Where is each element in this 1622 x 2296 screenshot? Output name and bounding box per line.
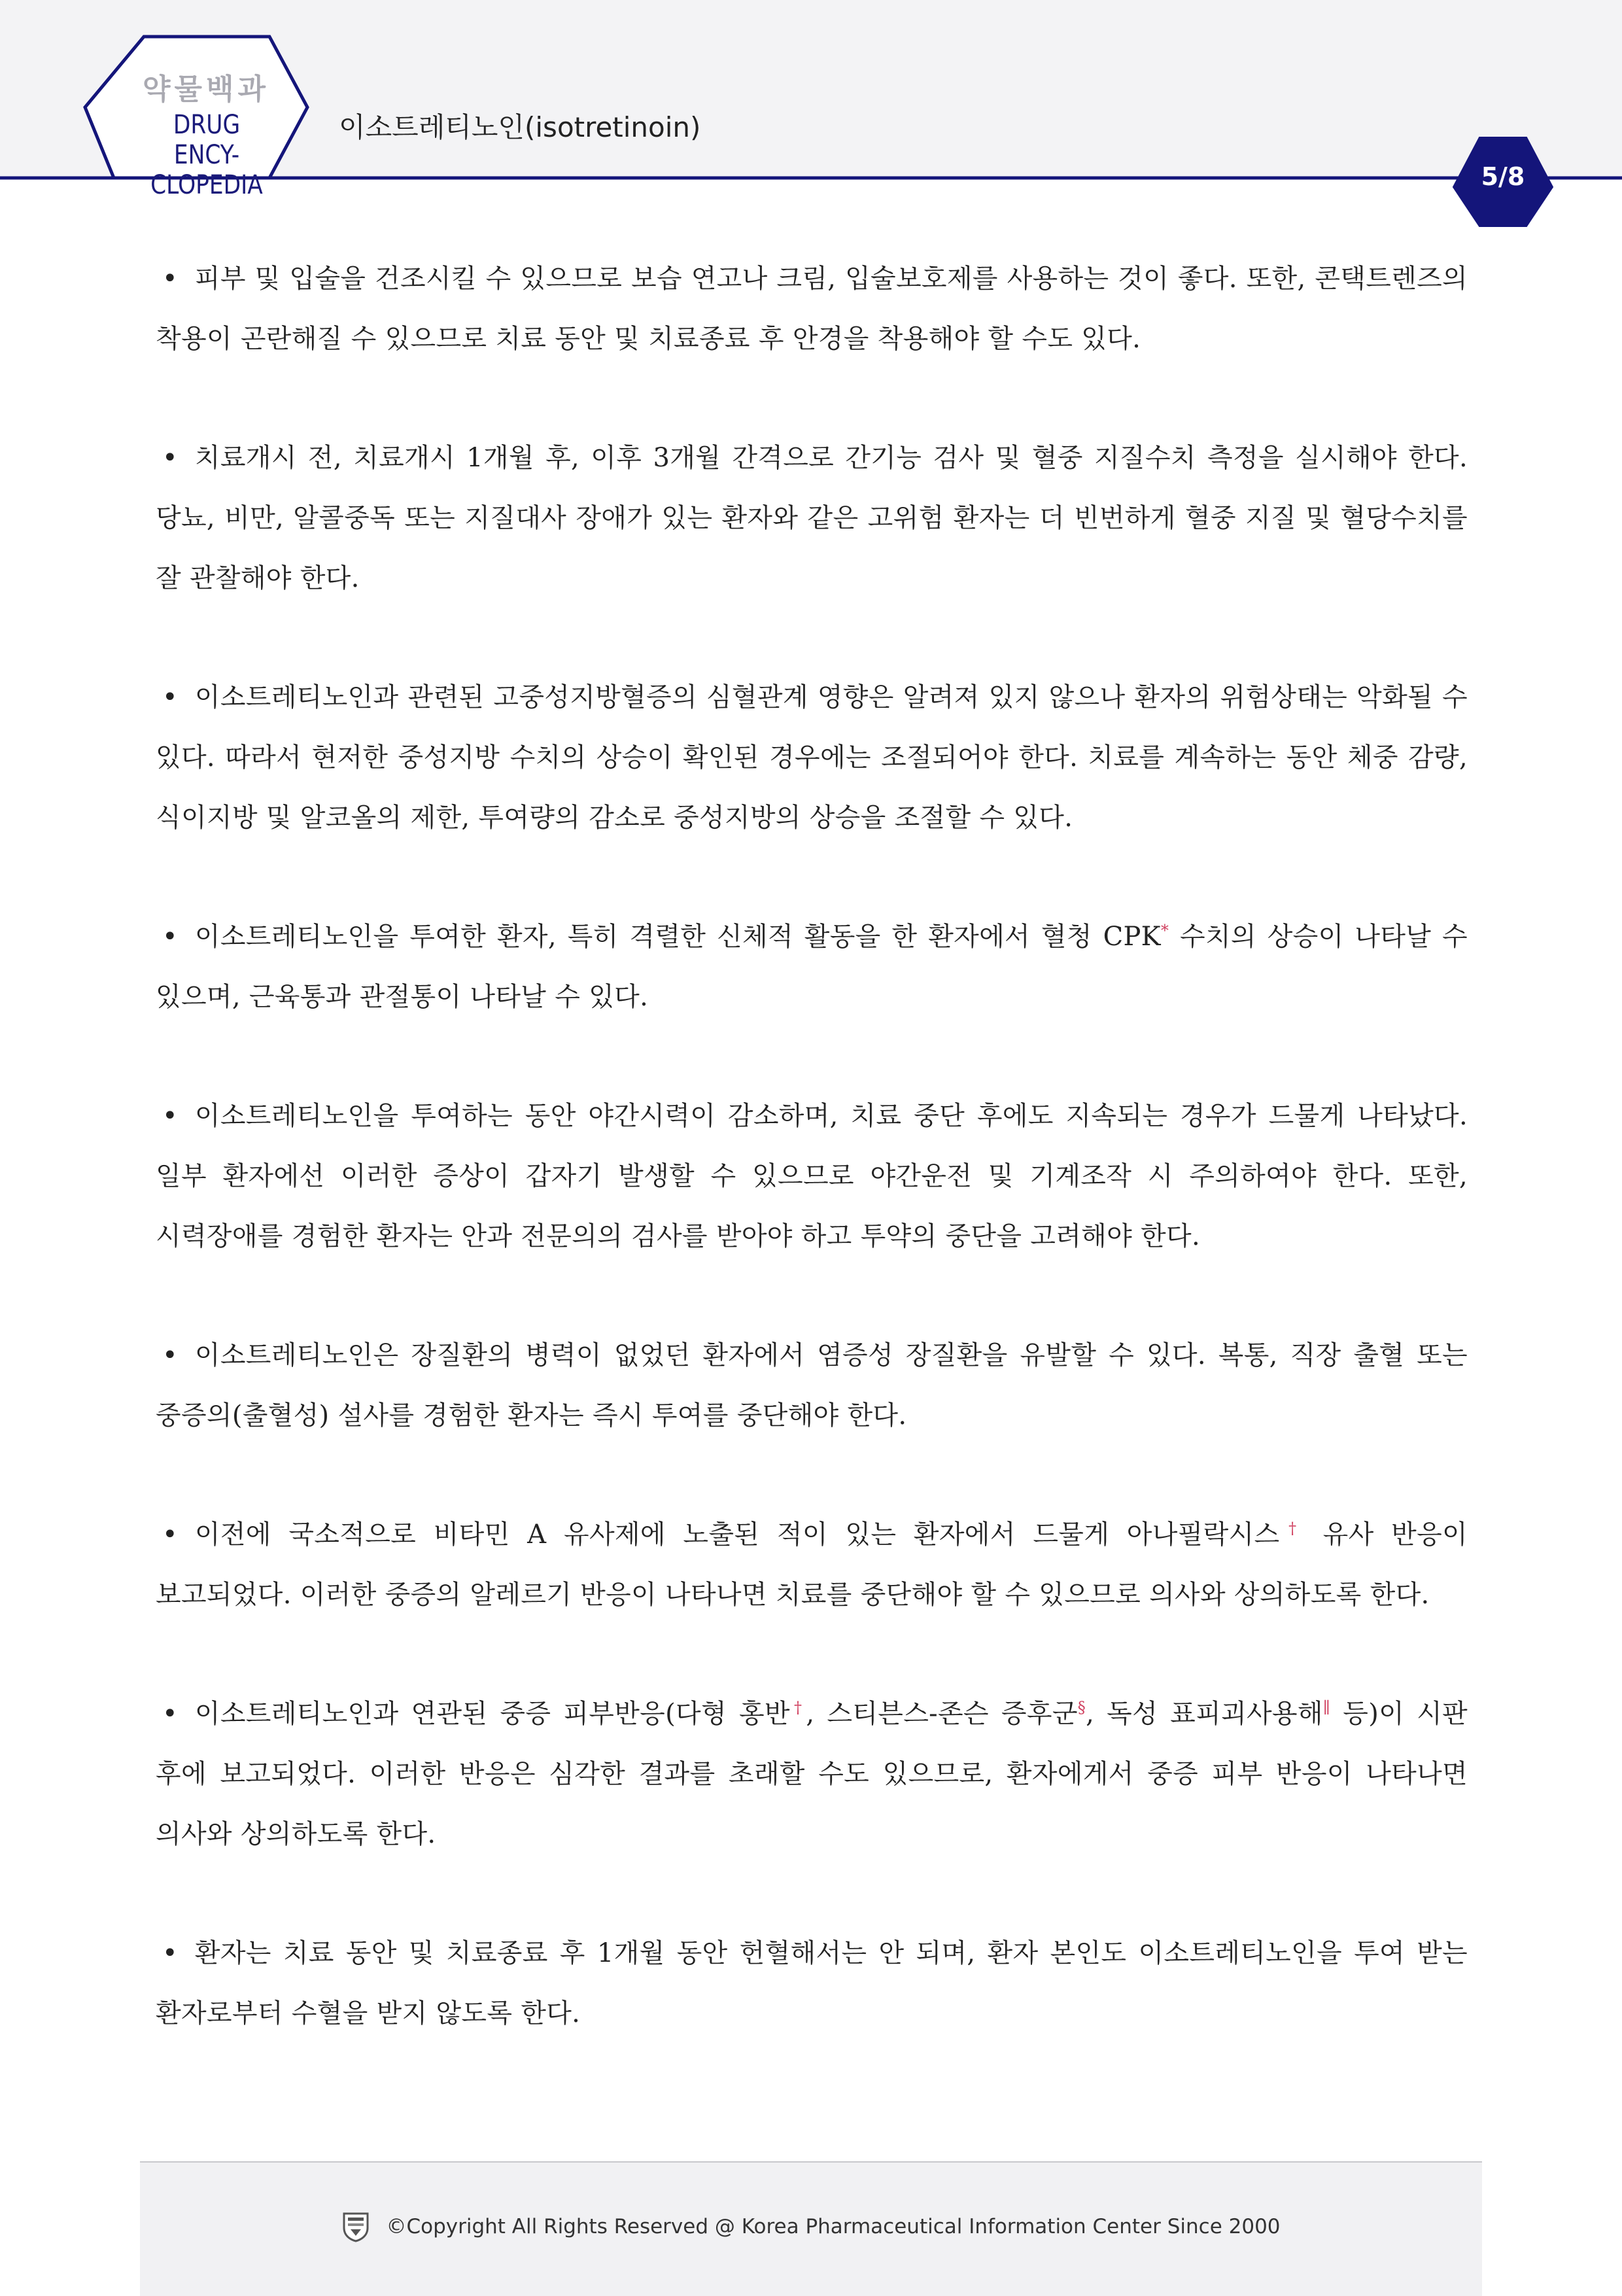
paragraph-text: , 스티븐스-존슨 증후군 bbox=[806, 1699, 1078, 1729]
footnote-mark: ∥ bbox=[1322, 1698, 1331, 1717]
paragraph bbox=[156, 907, 1468, 1027]
bullet: • bbox=[162, 922, 178, 952]
logo-english-line1: DRUG ENCY- bbox=[173, 110, 241, 170]
paragraph-text: , 독성 표피괴사용해 bbox=[1086, 1699, 1323, 1729]
logo-korean: 약물백과 bbox=[142, 73, 269, 106]
paragraph-text: 유사 반응이 보고되었다. 이러한 중증의 알레르기 반응이 나타나면 치료를 중단해야 할 수 있으므로 의사와 상의하도록 한다. bbox=[156, 1520, 1468, 1610]
logo-english-line2: CLOPEDIA bbox=[150, 170, 263, 200]
copyright-text: ©Copyright All Rights Reserved @ Korea Pharmaceutical Information Center Since 2000 bbox=[386, 2215, 1281, 2238]
main-content bbox=[156, 249, 1468, 2102]
bullet: • bbox=[162, 1520, 178, 1550]
paragraph-text: 이전에 국소적으로 비타민 A 유사제에 노출된 적이 있는 환자에서 드물게 아나필락시스 bbox=[194, 1520, 1280, 1550]
paragraph-text: 피부 및 입술을 건조시킬 수 있으므로 보습 연고나 크림, 입술보호제를 사용하는 것이 좋다. 또한, 콘택트렌즈의 착용이 곤란해질 수 있으므로 치료 동안 및 치료종료 후 안경을 착용해야 할 수도 있다. bbox=[156, 264, 1468, 354]
logo-english bbox=[139, 110, 274, 200]
paragraph-text: 이소트레티노인과 연관된 중증 피부반응(다형 홍반 bbox=[194, 1699, 790, 1729]
paragraph-text: 환자는 치료 동안 및 치료종료 후 1개월 동안 헌혈해서는 안 되며, 환자 본인도 이소트레티노인을 투여 받는 환자로부터 수혈을 받지 않도록 한다. bbox=[156, 1938, 1468, 2028]
bullet: • bbox=[162, 1699, 178, 1729]
footnote-mark: † bbox=[789, 1698, 806, 1717]
footer-inner bbox=[140, 2211, 1482, 2242]
footnote-mark: † bbox=[1279, 1519, 1305, 1538]
paragraph-text: 이소트레티노인과 관련된 고중성지방혈증의 심혈관계 영향은 알려져 있지 않으나 환자의 위험상태는 악화될 수 있다. 따라서 현저한 중성지방 수치의 상승이 확인된 경우에는 조절되어야 한다. 치료를 계속하는 동안 체중 감량, 식이지방 및 알코올의 제한, 투여량의 감소로 중성지방의 상승을 조절할 수 있다. bbox=[156, 682, 1468, 833]
paragraph bbox=[156, 1325, 1468, 1446]
bullet: • bbox=[162, 1340, 178, 1370]
paragraph-text: 이소트레티노인을 투여한 환자, 특히 격렬한 신체적 활동을 한 환자에서 혈청 CPK bbox=[194, 922, 1161, 952]
paragraph-text: 치료개시 전, 치료개시 1개월 후, 이후 3개월 간격으로 간기능 검사 및 혈중 지질수치 측정을 실시해야 한다. 당뇨, 비만, 알콜중독 또는 지질대사 장애가 있는 환자와 같은 고위험 환자는 더 빈번하게 혈중 지질 및 혈당수치를 잘 관찰해야 한다. bbox=[156, 443, 1468, 593]
paragraph bbox=[156, 1086, 1468, 1266]
bullet: • bbox=[162, 1101, 178, 1131]
bullet: • bbox=[162, 1938, 178, 1968]
paragraph-text: 이소트레티노인을 투여하는 동안 야간시력이 감소하며, 치료 중단 후에도 지속되는 경우가 드물게 나타났다. 일부 환자에선 이러한 증상이 갑자기 발생할 수 있으므로 야간운전 및 기계조작 시 주의하여야 한다. 또한, 시력장애를 경험한 환자는 안과 전문의의 검사를 받아야 하고 투약의 중단을 고려해야 한다. bbox=[156, 1101, 1468, 1251]
emblem-icon bbox=[341, 2211, 370, 2242]
paragraph bbox=[156, 249, 1468, 369]
document-title: 이소트레티노인(isotretinoin) bbox=[339, 111, 701, 143]
paragraph-text: 등)이 시판 후에 보고되었다. 이러한 반응은 심각한 결과를 초래할 수도 있으므로, 환자에게서 중증 피부 반응이 나타나면 의사와 상의하도록 한다. bbox=[156, 1699, 1468, 1849]
page-number: 5/8 bbox=[1481, 162, 1525, 191]
paragraph bbox=[156, 428, 1468, 608]
bullet: • bbox=[162, 264, 178, 294]
footnote-mark: § bbox=[1077, 1698, 1086, 1717]
bullet: • bbox=[162, 443, 178, 473]
paragraph-text: 수치의 상승이 나타날 수 있으며, 근육통과 관절통이 나타날 수 있다. bbox=[156, 922, 1468, 1012]
paragraph-text: 이소트레티노인은 장질환의 병력이 없었던 환자에서 염증성 장질환을 유발할 수 있다. 복통, 직장 출혈 또는 중증의(출혈성) 설사를 경험한 환자는 즉시 투여를 중단해야 한다. bbox=[156, 1340, 1468, 1431]
bullet: • bbox=[162, 682, 178, 712]
paragraph bbox=[156, 1505, 1468, 1625]
paragraph bbox=[156, 1923, 1468, 2044]
footnote-mark: * bbox=[1160, 921, 1169, 940]
paragraph bbox=[156, 1684, 1468, 1864]
paragraph bbox=[156, 667, 1468, 848]
footer bbox=[140, 2161, 1482, 2296]
